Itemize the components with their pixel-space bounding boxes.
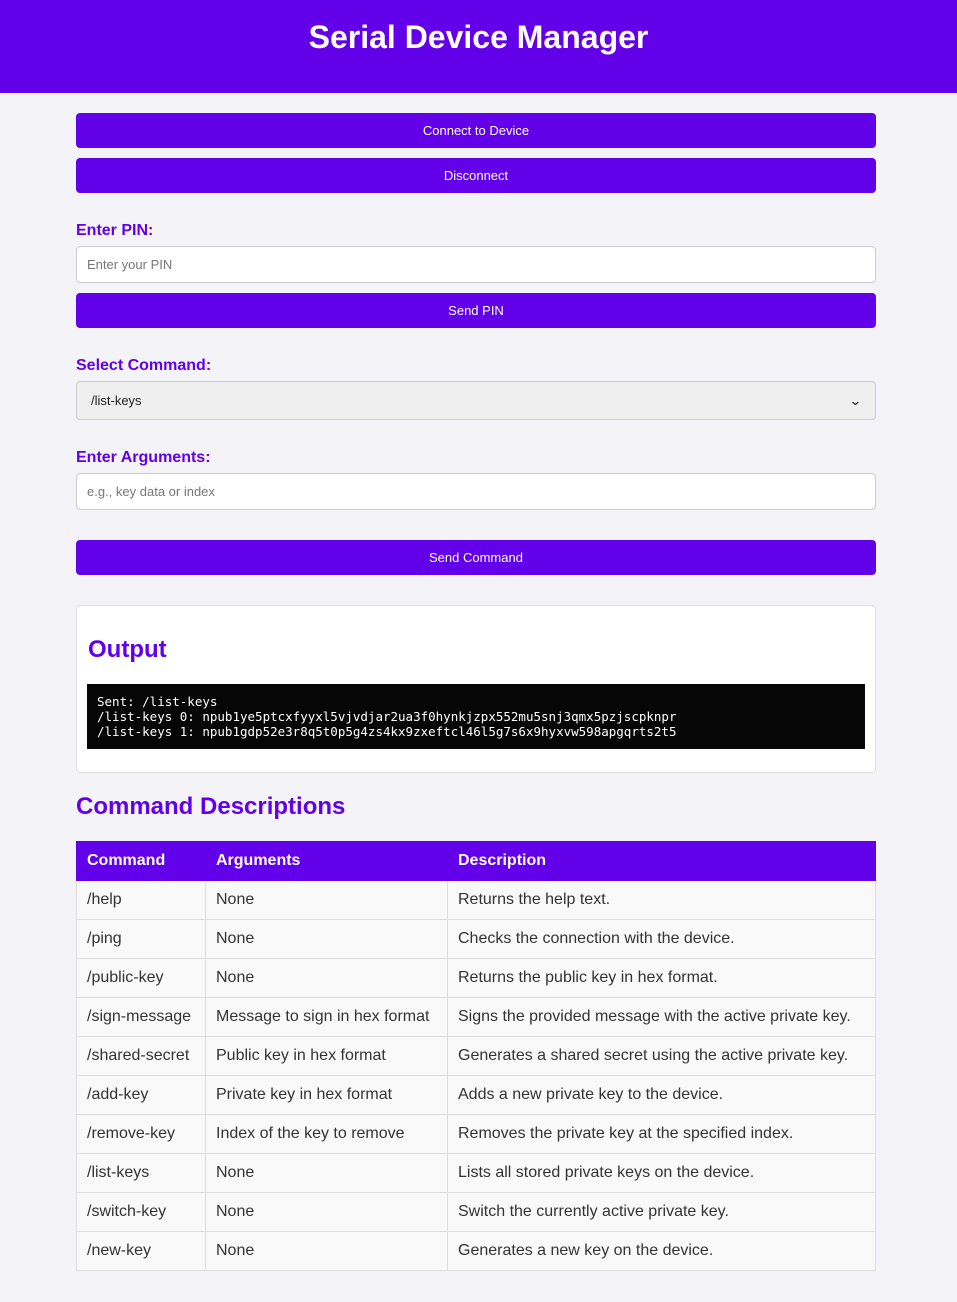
output-line: /list-keys 0: npub1ye5ptcxfyyxl5vjvdjar2ua3f0hynkjzpx552mu5snj3qmx5pzjscpknpr bbox=[97, 709, 677, 724]
table-row bbox=[77, 1193, 876, 1232]
cell-command: /sign-message bbox=[77, 998, 206, 1037]
column-header-description: Description bbox=[448, 842, 876, 881]
cell-command: /add-key bbox=[77, 1076, 206, 1115]
cell-arguments: None bbox=[206, 1232, 448, 1271]
disconnect-button[interactable]: Disconnect bbox=[76, 158, 876, 193]
output-console bbox=[87, 684, 865, 749]
command-label: Select Command: bbox=[76, 357, 212, 374]
cell-command: /shared-secret bbox=[77, 1037, 206, 1076]
table-row bbox=[77, 1037, 876, 1076]
cell-arguments: Public key in hex format bbox=[206, 1037, 448, 1076]
cell-command: /remove-key bbox=[77, 1115, 206, 1154]
table-row bbox=[77, 959, 876, 998]
cell-description: Generates a new key on the device. bbox=[448, 1232, 876, 1271]
cell-command: /new-key bbox=[77, 1232, 206, 1271]
cell-command: /public-key bbox=[77, 959, 206, 998]
cell-description: Returns the help text. bbox=[448, 881, 876, 920]
send-command-button[interactable]: Send Command bbox=[76, 540, 876, 575]
table-row bbox=[77, 1115, 876, 1154]
cell-command: /help bbox=[77, 881, 206, 920]
pin-label: Enter PIN: bbox=[76, 222, 154, 239]
command-descriptions-title: Command Descriptions bbox=[76, 793, 346, 820]
cell-arguments: None bbox=[206, 1154, 448, 1193]
app-header bbox=[0, 0, 957, 93]
cell-arguments: None bbox=[206, 1193, 448, 1232]
table-header-row bbox=[77, 842, 876, 881]
command-descriptions-table bbox=[76, 841, 876, 1271]
column-header-command: Command bbox=[77, 842, 206, 881]
command-select[interactable] bbox=[76, 381, 876, 420]
cell-description: Removes the private key at the specified index. bbox=[448, 1115, 876, 1154]
page-title: Serial Device Manager bbox=[308, 19, 649, 55]
cell-description: Signs the provided message with the active private key. bbox=[448, 998, 876, 1037]
cell-arguments: None bbox=[206, 959, 448, 998]
arguments-label: Enter Arguments: bbox=[76, 449, 211, 466]
cell-command: /ping bbox=[77, 920, 206, 959]
cell-arguments: Private key in hex format bbox=[206, 1076, 448, 1115]
cell-description: Adds a new private key to the device. bbox=[448, 1076, 876, 1115]
cell-command: /switch-key bbox=[77, 1193, 206, 1232]
command-select-value: /list-keys bbox=[91, 393, 142, 408]
cell-arguments: Message to sign in hex format bbox=[206, 998, 448, 1037]
output-title: Output bbox=[88, 636, 167, 663]
cell-description: Switch the currently active private key. bbox=[448, 1193, 876, 1232]
cell-command: /list-keys bbox=[77, 1154, 206, 1193]
output-panel bbox=[76, 605, 876, 773]
cell-description: Checks the connection with the device. bbox=[448, 920, 876, 959]
arguments-input[interactable] bbox=[76, 473, 876, 510]
cell-description: Lists all stored private keys on the device. bbox=[448, 1154, 876, 1193]
table-row bbox=[77, 881, 876, 920]
table-row bbox=[77, 1076, 876, 1115]
pin-input[interactable] bbox=[76, 246, 876, 283]
connect-button[interactable]: Connect to Device bbox=[76, 113, 876, 148]
cell-description: Generates a shared secret using the active private key. bbox=[448, 1037, 876, 1076]
table-row bbox=[77, 920, 876, 959]
cell-arguments: None bbox=[206, 881, 448, 920]
chevron-down-icon: ⌄ bbox=[849, 392, 863, 408]
send-pin-button[interactable]: Send PIN bbox=[76, 293, 876, 328]
cell-arguments: Index of the key to remove bbox=[206, 1115, 448, 1154]
table-row bbox=[77, 1154, 876, 1193]
output-line: Sent: /list-keys bbox=[97, 694, 218, 709]
column-header-arguments: Arguments bbox=[206, 842, 448, 881]
table-row bbox=[77, 998, 876, 1037]
cell-description: Returns the public key in hex format. bbox=[448, 959, 876, 998]
cell-arguments: None bbox=[206, 920, 448, 959]
output-line: /list-keys 1: npub1gdp52e3r8q5t0p5g4zs4kx9zxeftcl46l5g7s6x9hyxvw598apgqrts2t5 bbox=[97, 724, 677, 739]
table-row bbox=[77, 1232, 876, 1271]
